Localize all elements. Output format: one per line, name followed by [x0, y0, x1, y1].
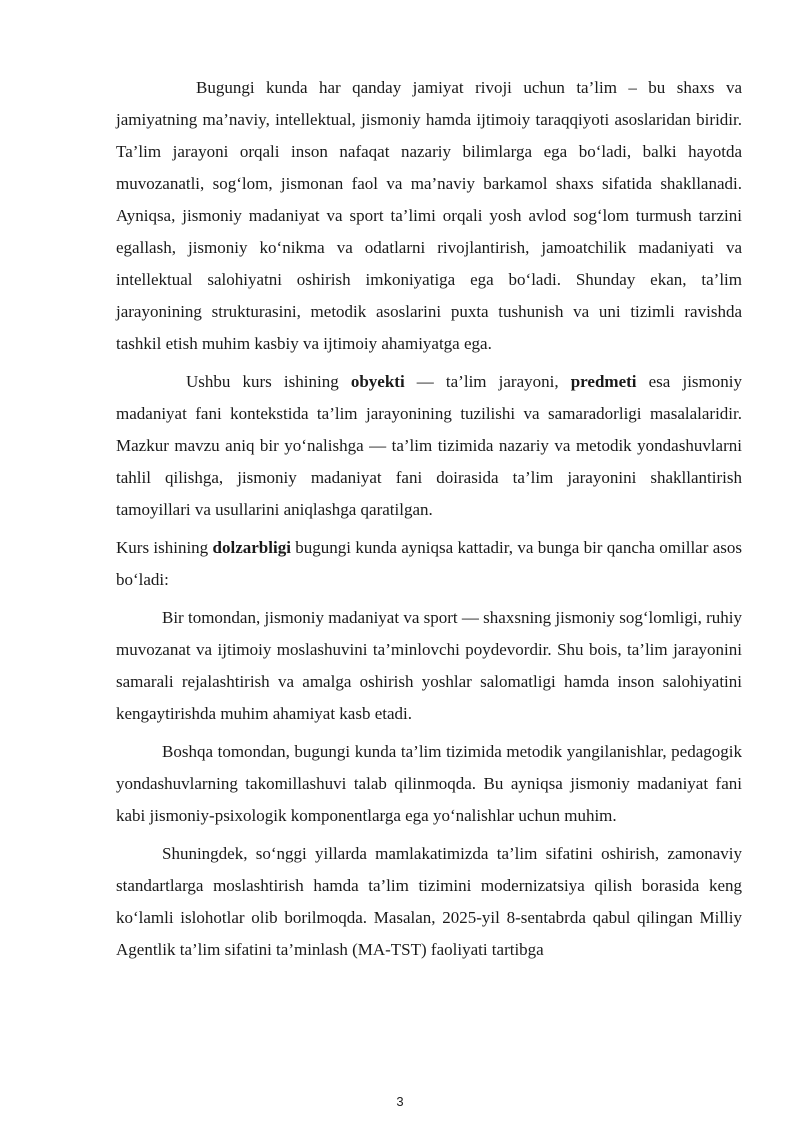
paragraph-relevance-text-2: bugungi kunda ayniqsa kattadir, va bunga bir qancha omillar asos bo‘ladi: — [116, 538, 742, 589]
paragraph-object-subject-text-2: — ta’lim jarayoni, — [404, 372, 571, 391]
paragraph-object-subject-text-1: Ushbu kurs ishining — [186, 372, 351, 391]
paragraph-relevance — [116, 532, 742, 596]
keyword-obyekti: obyekti — [350, 372, 405, 391]
paragraph-object-subject — [116, 366, 742, 526]
paragraph-intro: Bugungi kunda har qanday jamiyat rivoji uchun ta’lim – bu shaxs va jamiyatning ma’naviy, intellektual, jismoniy hamda ijtimoiy taraqqiyoti asoslaridan biridir. Ta’lim jarayoni orqali inson nafaqat nazariy bilimlarga ega bo‘ladi, balki hayotda muvozanatli, sog‘lom, jismonan faol va ma’naviy barkamol shaxs sifatida shakllanadi. Ayniqsa, jismoniy madaniyat va sport ta’limi orqali yosh avlod sog‘lom turmush tarzini egallash, jismoniy ko‘nikma va odatlarni rivojlantirish, jamoatchilik madaniyati va intellektual salohiyatni oshirish imkoniyatiga ega bo‘ladi. Shunday ekan, ta’lim jarayonining strukturasini, metodik asoslarini puxta tushunish va uni tizimli ravishda tashkil etish muhim kasbiy va ijtimoiy ahamiyatga ega. — [116, 78, 742, 353]
keyword-dolzarbligi: dolzarbligi — [212, 538, 291, 557]
paragraph-relevance-text-1: Kurs ishining — [116, 538, 213, 557]
keyword-predmeti: predmeti — [570, 372, 637, 391]
page-number: 3 — [396, 1094, 404, 1109]
body-text — [116, 72, 742, 966]
paragraph-object-subject-text-3: esa jismoniy madaniyat fani kontekstida ta’lim jarayonining tuzilishi va samaradorligi masalalaridir. Mazkur mavzu aniq bir yo‘nalishga — ta’lim tizimida nazariy va metodik yondashuvlarni tahlil qilishga, jismoniy madaniyat fani doirasida ta’lim jarayonini shakllantirish tamoyillari va usullarini aniqlashga qaratilgan. — [116, 372, 742, 519]
paragraph-first-reason: Bir tomondan, jismoniy madaniyat va sport — shaxsning jismoniy sog‘lomligi, ruhiy muvozanat va ijtimoiy moslashuvini ta’minlovchi poydevordir. Shu bois, ta’lim jarayonini samarali rejalashtirish va amalga oshirish yoshlar salomatligi hamda inson salohiyatini kengaytirishda muhim ahamiyat kasb etadi. — [116, 608, 742, 723]
paragraph-second-reason: Boshqa tomondan, bugungi kunda ta’lim tizimida metodik yangilanishlar, pedagogik yondashuvlarning takomillashuvi talab qilinmoqda. Bu ayniqsa jismoniy madaniyat fani kabi jismoniy-psixologik komponentlarga ega yo‘nalishlar uchun muhim. — [116, 742, 742, 825]
paragraph-reforms: Shuningdek, so‘nggi yillarda mamlakatimizda ta’lim sifatini oshirish, zamonaviy standartlarga moslashtirish hamda ta’lim tizimini modernizatsiya qilish borasida keng ko‘lamli islohotlar olib borilmoqda. Masalan, 2025-yil 8-sentabrda qabul qilingan Milliy Agentlik ta’lim sifatini ta’minlash (MA-TST) faoliyati tartibga — [116, 844, 742, 959]
